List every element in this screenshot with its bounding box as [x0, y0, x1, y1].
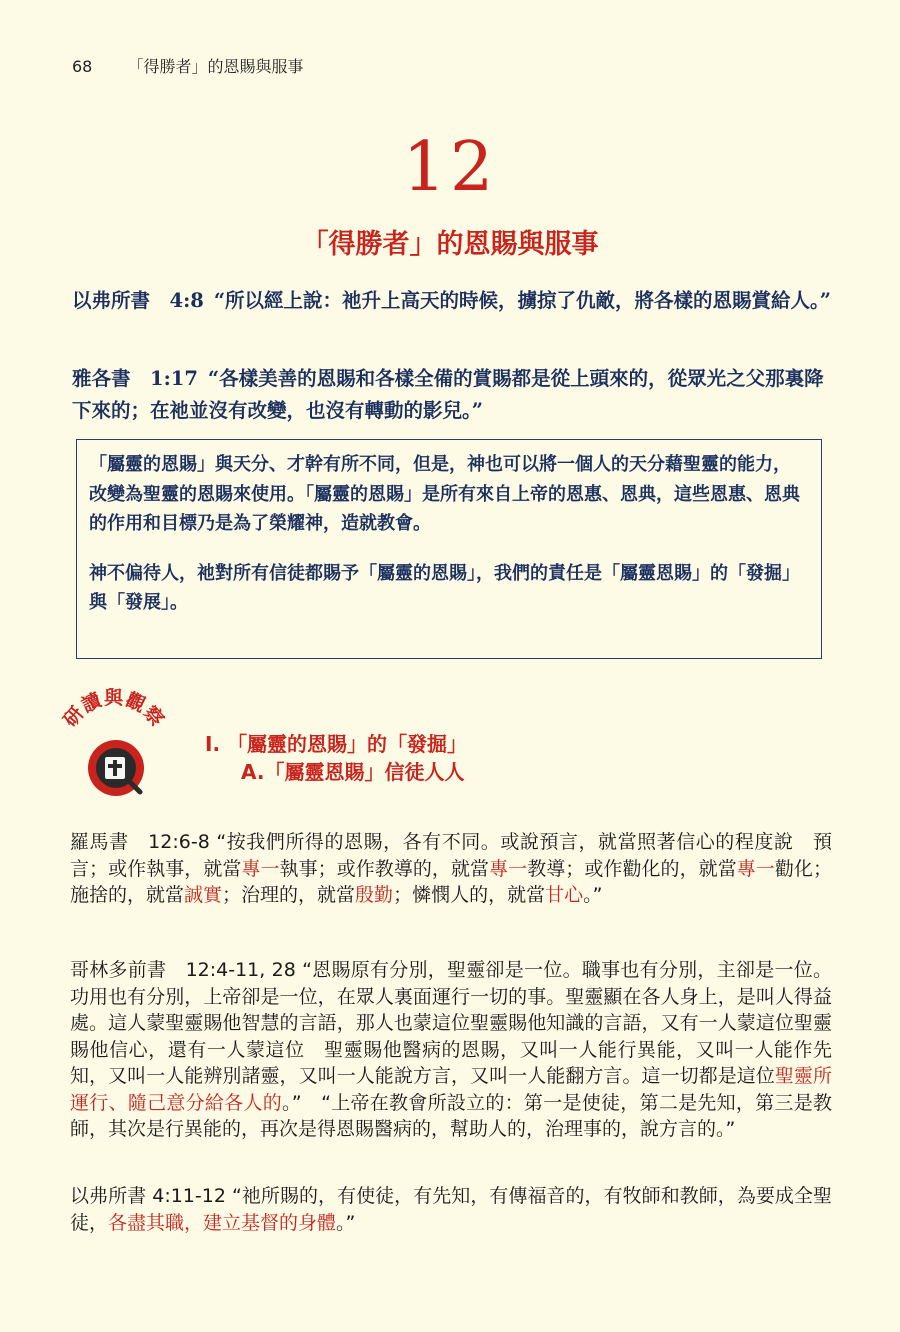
running-header	[72, 54, 303, 77]
body-paragraph-corinthians	[70, 957, 832, 1143]
text-run: 以弗所書 4:11-12 “祂所賜的，有使徒，有先知，有傳福音的，有牧師和教師，為要成全聖徒，	[70, 1185, 832, 1234]
study-observe-emblem	[54, 688, 174, 800]
highlight-run: 專一	[489, 857, 528, 880]
summary-paragraph-1: 「屬靈的恩賜」與天分、才幹有所不同，但是，神也可以將一個人的天分藉聖靈的能力，改變為聖靈的恩賜來使用。「屬靈的恩賜」是所有來自上帝的恩惠、恩典，這些恩惠、恩典的作用和目標乃是為了榮耀神，造就教會。	[89, 454, 800, 534]
body-paragraph-romans	[70, 829, 832, 909]
verse-text: “各樣美善的恩賜和各樣全備的賞賜都是從上頭來的，從眾光之父那裏降下來的；在祂並沒有改變，也沒有轉動的影兒。”	[72, 367, 824, 422]
text-run: ；憐憫人的，就當	[393, 884, 546, 906]
highlight-run: 誠實	[184, 884, 223, 906]
epigraph-verse-1	[72, 285, 832, 317]
epigraph-verse-2	[72, 363, 832, 427]
verse-reference: 雅各書 1:17	[72, 367, 198, 390]
highlight-run: 各盡其職，建立基督的身體	[108, 1211, 337, 1234]
text-run: 哥林多前書 12:4-11, 28 “恩賜原有分別，聖靈卻是一位。職事也有分別，主卻是一位。功用也有分別，上帝卻是一位，在眾人裏面運行一切的事。聖靈顯在各人身上，是叫人得益處。這人蒙聖靈賜他智慧的言語，那人也蒙這位聖靈賜他知識的言語，又有一人蒙這位聖靈賜他信心，還有一人蒙這位 聖靈賜他醫病的恩賜，又叫一人能行異能，又叫一人能作先知，又叫一人能辨別諸靈，又叫一人能說方言，又叫一人能翻方言。這一切都是這位	[70, 959, 832, 1087]
text-run: ；治理的，就當	[222, 884, 356, 906]
summary-paragraph-2: 神不偏待人，祂對所有信徒都賜予「屬靈的恩賜」，我們的責任是「屬靈恩賜」的「發掘」與「發展」。	[89, 562, 800, 613]
emblem-label: 研讀與觀察	[59, 688, 169, 732]
verse-reference: 以弗所書 4:8	[72, 289, 204, 312]
page-number: 68	[72, 57, 93, 76]
highlight-run: 專一	[736, 857, 775, 880]
body-paragraph-ephesians	[70, 1183, 832, 1236]
highlight-run: 殷勤	[355, 884, 394, 906]
chapter-title: 「得勝者」的恩賜與服事	[301, 229, 599, 260]
running-title: 「得勝者」的恩賜與服事	[127, 57, 304, 76]
text-run: 教導；或作勸化的，就當	[527, 857, 737, 880]
highlight-run: 甘心	[545, 884, 584, 906]
text-run: 。”	[583, 884, 603, 906]
summary-box	[76, 439, 822, 659]
text-run: 。”	[336, 1211, 356, 1234]
chapter-number: 12	[402, 128, 498, 207]
section-title: I. 「屬靈的恩賜」的「發掘」	[205, 732, 468, 756]
section-heading	[205, 730, 467, 786]
text-run: 勸化；施捨的，就當	[70, 857, 832, 906]
svg-text:研讀與觀察	[59, 688, 169, 731]
text-run: 。” “上帝在教會所設立的：第一是使徒，第二是先知，第三是教師，其次是行異能的，再次是得恩賜醫病的，幫助人的，治理事的，說方言的。”	[70, 1091, 832, 1140]
verse-text: “所以經上說：祂升上高天的時候，擄掠了仇敵，將各樣的恩賜賞給人。”	[213, 289, 832, 312]
text-run: 執事；或作教導的，就當	[279, 857, 490, 880]
text-run: 羅馬書 12:6-8 “按我們所得的恩賜，各有不同。或說預言，就當照著信心的程度說 預言；或作執事，就當	[70, 831, 832, 880]
highlight-run: 專一	[241, 857, 280, 880]
highlight-run: 聖靈所運行、隨己意分給各人的	[70, 1065, 832, 1114]
bible-magnifier-icon	[88, 740, 144, 796]
section-subtitle: A.「屬靈恩賜」信徒人人	[241, 760, 465, 784]
